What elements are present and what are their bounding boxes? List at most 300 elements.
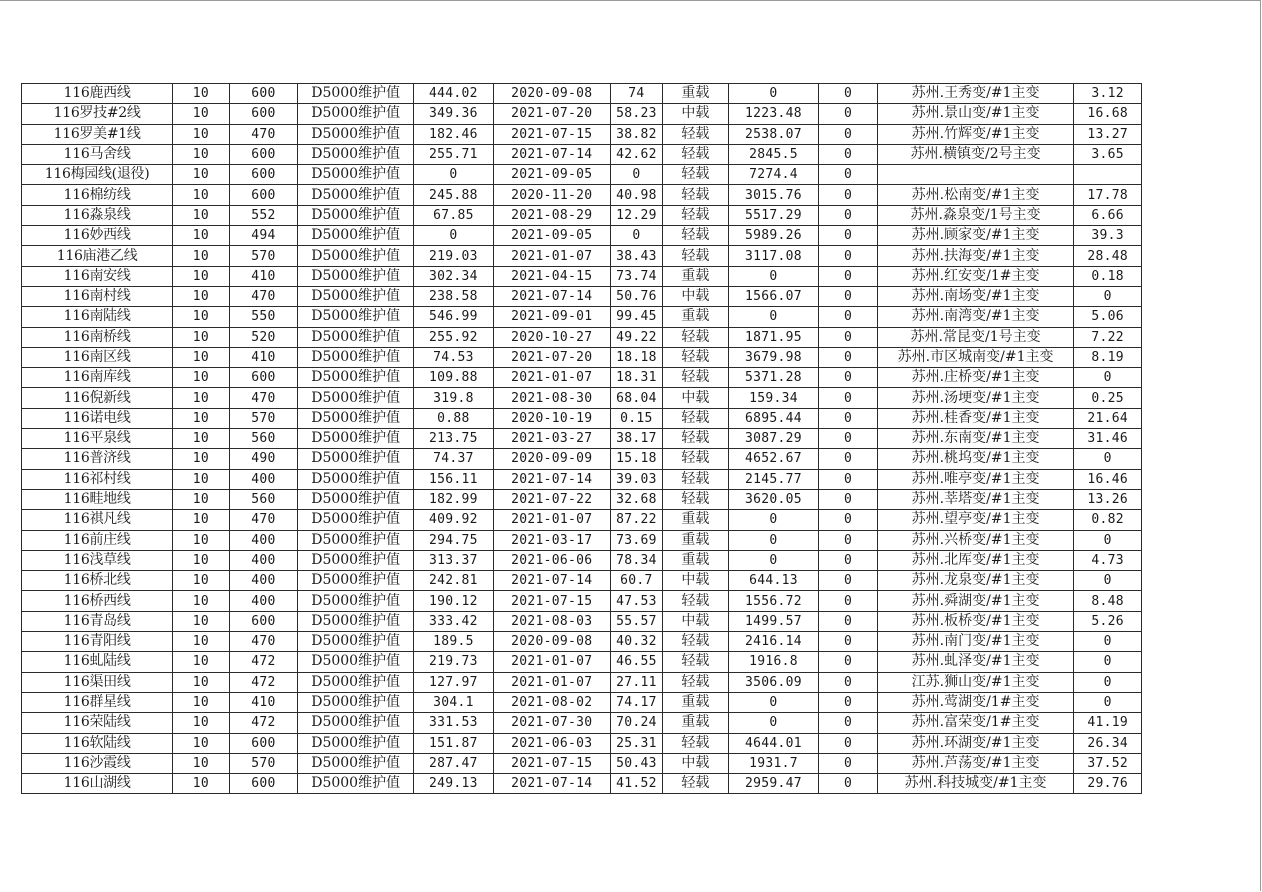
substation-cell: 苏州.北厍变/#1主变 [877,550,1074,570]
voltage-cell: 10 [173,571,229,591]
table-row [22,611,1142,631]
margin-cell: 644.13 [728,571,819,591]
margin-cell: 2416.14 [728,632,819,652]
current-value-cell: 242.81 [414,571,494,591]
margin-cell: 5517.29 [728,205,819,225]
source-cell: D5000维护值 [298,489,414,509]
line-name-cell: 116梅园线(退役) [22,165,173,185]
load-status-cell: 重载 [663,307,729,327]
load-status-cell: 轻载 [663,429,729,449]
ratio-cell: 4.73 [1074,550,1142,570]
ratio-cell: 13.26 [1074,489,1142,509]
line-name-cell: 116淼泉线 [22,205,173,225]
source-cell: D5000维护值 [298,266,414,286]
margin-cell: 0 [728,692,819,712]
substation-cell: 苏州.舜湖变/#1主变 [877,591,1074,611]
source-cell: D5000维护值 [298,226,414,246]
rated-current-cell: 400 [229,591,298,611]
table-row [22,307,1142,327]
load-rate-cell: 74.17 [610,692,662,712]
load-rate-cell: 68.04 [610,388,662,408]
table-row [22,104,1142,124]
date-cell: 2021-01-07 [493,368,610,388]
load-status-cell: 轻载 [663,733,729,753]
source-cell: D5000维护值 [298,591,414,611]
ratio-cell: 0.82 [1074,510,1142,530]
substation-cell: 苏州.虬泽变/#1主变 [877,652,1074,672]
load-rate-cell: 40.98 [610,185,662,205]
rated-current-cell: 494 [229,226,298,246]
rated-current-cell: 400 [229,469,298,489]
zero-cell: 0 [819,104,877,124]
current-value-cell: 287.47 [414,753,494,773]
source-cell: D5000维护值 [298,753,414,773]
date-cell: 2021-07-20 [493,347,610,367]
table-row [22,449,1142,469]
margin-cell: 4652.67 [728,449,819,469]
substation-cell: 苏州.望亭变/#1主变 [877,510,1074,530]
line-name-cell: 116畦地线 [22,489,173,509]
data-table [21,83,1142,794]
load-rate-cell: 12.29 [610,205,662,225]
table-row [22,489,1142,509]
current-value-cell: 349.36 [414,104,494,124]
voltage-cell: 10 [173,124,229,144]
table-row [22,388,1142,408]
date-cell: 2021-09-05 [493,165,610,185]
voltage-cell: 10 [173,774,229,794]
line-name-cell: 116普济线 [22,449,173,469]
ratio-cell: 17.78 [1074,185,1142,205]
current-value-cell: 0 [414,226,494,246]
table-row [22,368,1142,388]
load-rate-cell: 39.03 [610,469,662,489]
ratio-cell: 0 [1074,632,1142,652]
date-cell: 2021-07-14 [493,571,610,591]
zero-cell: 0 [819,489,877,509]
zero-cell: 0 [819,652,877,672]
load-status-cell: 中载 [663,571,729,591]
table-row [22,266,1142,286]
load-status-cell: 轻载 [663,672,729,692]
margin-cell: 0 [728,530,819,550]
load-status-cell: 中载 [663,753,729,773]
line-name-cell: 116鹿西线 [22,84,173,104]
line-name-cell: 116祁村线 [22,469,173,489]
voltage-cell: 10 [173,692,229,712]
substation-cell: 苏州.庄桥变/#1主变 [877,368,1074,388]
voltage-cell: 10 [173,307,229,327]
load-rate-cell: 50.76 [610,286,662,306]
source-cell: D5000维护值 [298,611,414,631]
margin-cell: 0 [728,84,819,104]
current-value-cell: 333.42 [414,611,494,631]
zero-cell: 0 [819,185,877,205]
date-cell: 2021-07-20 [493,104,610,124]
ratio-cell: 21.64 [1074,408,1142,428]
substation-cell: 苏州.富荣变/1#主变 [877,713,1074,733]
source-cell: D5000维护值 [298,327,414,347]
zero-cell: 0 [819,774,877,794]
load-status-cell: 轻载 [663,327,729,347]
zero-cell: 0 [819,632,877,652]
current-value-cell: 255.71 [414,144,494,164]
line-name-cell: 116南陆线 [22,307,173,327]
zero-cell: 0 [819,469,877,489]
zero-cell: 0 [819,571,877,591]
date-cell: 2021-09-05 [493,226,610,246]
table-row [22,652,1142,672]
voltage-cell: 10 [173,632,229,652]
substation-cell: 苏州.南湾变/#1主变 [877,307,1074,327]
rated-current-cell: 600 [229,733,298,753]
date-cell: 2021-07-15 [493,124,610,144]
table-row [22,327,1142,347]
source-cell: D5000维护值 [298,124,414,144]
current-value-cell: 331.53 [414,713,494,733]
substation-cell: 苏州.顾家变/#1主变 [877,226,1074,246]
load-rate-cell: 42.62 [610,144,662,164]
zero-cell: 0 [819,550,877,570]
line-name-cell: 116虬陆线 [22,652,173,672]
margin-cell: 2538.07 [728,124,819,144]
load-rate-cell: 99.45 [610,307,662,327]
date-cell: 2021-07-15 [493,753,610,773]
voltage-cell: 10 [173,388,229,408]
zero-cell: 0 [819,266,877,286]
table-row [22,753,1142,773]
line-name-cell: 116南区线 [22,347,173,367]
margin-cell: 2145.77 [728,469,819,489]
load-rate-cell: 70.24 [610,713,662,733]
substation-cell: 苏州.桃坞变/#1主变 [877,449,1074,469]
line-name-cell: 116祺凡线 [22,510,173,530]
substation-cell: 苏州.南门变/#1主变 [877,632,1074,652]
current-value-cell: 444.02 [414,84,494,104]
line-name-cell: 116诺电线 [22,408,173,428]
date-cell: 2021-07-14 [493,286,610,306]
margin-cell: 0 [728,713,819,733]
voltage-cell: 10 [173,266,229,286]
ratio-cell: 16.46 [1074,469,1142,489]
margin-cell: 4644.01 [728,733,819,753]
current-value-cell: 109.88 [414,368,494,388]
rated-current-cell: 600 [229,104,298,124]
source-cell: D5000维护值 [298,449,414,469]
voltage-cell: 10 [173,429,229,449]
line-name-cell: 116南桥线 [22,327,173,347]
ratio-cell: 39.3 [1074,226,1142,246]
load-rate-cell: 27.11 [610,672,662,692]
substation-cell: 苏州.红安变/1#主变 [877,266,1074,286]
zero-cell: 0 [819,347,877,367]
rated-current-cell: 400 [229,571,298,591]
table-row [22,469,1142,489]
date-cell: 2021-04-15 [493,266,610,286]
line-name-cell: 116青岛线 [22,611,173,631]
source-cell: D5000维护值 [298,368,414,388]
table-row [22,672,1142,692]
margin-cell: 3506.09 [728,672,819,692]
substation-cell: 苏州.唯亭变/#1主变 [877,469,1074,489]
date-cell: 2021-07-14 [493,774,610,794]
table-row [22,286,1142,306]
substation-cell: 苏州.东南变/#1主变 [877,429,1074,449]
rated-current-cell: 600 [229,774,298,794]
source-cell: D5000维护值 [298,530,414,550]
load-rate-cell: 32.68 [610,489,662,509]
voltage-cell: 10 [173,165,229,185]
load-status-cell: 中载 [663,104,729,124]
rated-current-cell: 520 [229,327,298,347]
load-status-cell: 轻载 [663,591,729,611]
ratio-cell: 13.27 [1074,124,1142,144]
date-cell: 2021-07-14 [493,469,610,489]
line-name-cell: 116妙西线 [22,226,173,246]
table-row [22,429,1142,449]
substation-cell: 苏州.芦荡变/#1主变 [877,753,1074,773]
ratio-cell: 0 [1074,571,1142,591]
source-cell: D5000维护值 [298,692,414,712]
date-cell: 2021-09-01 [493,307,610,327]
line-name-cell: 116平泉线 [22,429,173,449]
rated-current-cell: 470 [229,510,298,530]
source-cell: D5000维护值 [298,733,414,753]
substation-cell: 苏州.龙泉变/#1主变 [877,571,1074,591]
line-name-cell: 116倪新线 [22,388,173,408]
load-rate-cell: 25.31 [610,733,662,753]
margin-cell: 6895.44 [728,408,819,428]
load-status-cell: 重载 [663,550,729,570]
ratio-cell: 0 [1074,672,1142,692]
ratio-cell: 6.66 [1074,205,1142,225]
voltage-cell: 10 [173,489,229,509]
ratio-cell: 7.22 [1074,327,1142,347]
current-value-cell: 0 [414,165,494,185]
load-rate-cell: 38.43 [610,246,662,266]
zero-cell: 0 [819,611,877,631]
current-value-cell: 304.1 [414,692,494,712]
voltage-cell: 10 [173,652,229,672]
source-cell: D5000维护值 [298,429,414,449]
voltage-cell: 10 [173,408,229,428]
source-cell: D5000维护值 [298,246,414,266]
zero-cell: 0 [819,124,877,144]
current-value-cell: 294.75 [414,530,494,550]
margin-cell: 0 [728,307,819,327]
date-cell: 2020-10-19 [493,408,610,428]
source-cell: D5000维护值 [298,104,414,124]
date-cell: 2021-06-06 [493,550,610,570]
load-rate-cell: 0 [610,226,662,246]
load-status-cell: 轻载 [663,408,729,428]
zero-cell: 0 [819,286,877,306]
table-row [22,144,1142,164]
ratio-cell: 31.46 [1074,429,1142,449]
voltage-cell: 10 [173,469,229,489]
voltage-cell: 10 [173,733,229,753]
current-value-cell: 182.99 [414,489,494,509]
source-cell: D5000维护值 [298,165,414,185]
substation-cell: 苏州.环湖变/#1主变 [877,733,1074,753]
line-name-cell: 116山湖线 [22,774,173,794]
zero-cell: 0 [819,530,877,550]
line-name-cell: 116马舍线 [22,144,173,164]
line-name-cell: 116沙霞线 [22,753,173,773]
line-name-cell: 116青阳线 [22,632,173,652]
load-status-cell: 重载 [663,266,729,286]
ratio-cell: 0 [1074,530,1142,550]
load-rate-cell: 38.82 [610,124,662,144]
voltage-cell: 10 [173,205,229,225]
date-cell: 2020-11-20 [493,185,610,205]
current-value-cell: 238.58 [414,286,494,306]
ratio-cell: 0.18 [1074,266,1142,286]
load-status-cell: 轻载 [663,368,729,388]
voltage-cell: 10 [173,286,229,306]
substation-cell [877,165,1074,185]
table-row [22,185,1142,205]
current-value-cell: 189.5 [414,632,494,652]
load-status-cell: 轻载 [663,489,729,509]
margin-cell: 3679.98 [728,347,819,367]
ratio-cell: 0 [1074,286,1142,306]
substation-cell: 苏州.淼泉变/1号主变 [877,205,1074,225]
source-cell: D5000维护值 [298,510,414,530]
line-name-cell: 116桥西线 [22,591,173,611]
date-cell: 2021-01-07 [493,246,610,266]
table-row [22,774,1142,794]
date-cell: 2021-07-15 [493,591,610,611]
date-cell: 2021-01-07 [493,672,610,692]
rated-current-cell: 472 [229,672,298,692]
table-row [22,591,1142,611]
current-value-cell: 182.46 [414,124,494,144]
rated-current-cell: 410 [229,347,298,367]
current-value-cell: 546.99 [414,307,494,327]
source-cell: D5000维护值 [298,307,414,327]
line-name-cell: 116庙港乙线 [22,246,173,266]
table-row [22,408,1142,428]
table-row [22,246,1142,266]
load-rate-cell: 60.7 [610,571,662,591]
source-cell: D5000维护值 [298,672,414,692]
rated-current-cell: 570 [229,408,298,428]
load-status-cell: 轻载 [663,774,729,794]
rated-current-cell: 470 [229,388,298,408]
margin-cell: 1871.95 [728,327,819,347]
substation-cell: 苏州.桂香变/#1主变 [877,408,1074,428]
margin-cell: 2959.47 [728,774,819,794]
current-value-cell: 151.87 [414,733,494,753]
zero-cell: 0 [819,733,877,753]
table-row [22,124,1142,144]
load-status-cell: 轻载 [663,185,729,205]
rated-current-cell: 570 [229,246,298,266]
margin-cell: 1556.72 [728,591,819,611]
date-cell: 2021-01-07 [493,510,610,530]
load-rate-cell: 73.69 [610,530,662,550]
voltage-cell: 10 [173,144,229,164]
current-value-cell: 213.75 [414,429,494,449]
ratio-cell: 37.52 [1074,753,1142,773]
rated-current-cell: 560 [229,429,298,449]
date-cell: 2021-07-30 [493,713,610,733]
load-rate-cell: 38.17 [610,429,662,449]
load-rate-cell: 15.18 [610,449,662,469]
zero-cell: 0 [819,84,877,104]
rated-current-cell: 472 [229,713,298,733]
ratio-cell: 41.19 [1074,713,1142,733]
margin-cell: 1223.48 [728,104,819,124]
substation-cell: 苏州.松南变/#1主变 [877,185,1074,205]
current-value-cell: 302.34 [414,266,494,286]
margin-cell: 5989.26 [728,226,819,246]
substation-cell: 苏州.扶海变/#1主变 [877,246,1074,266]
line-name-cell: 116桥北线 [22,571,173,591]
ratio-cell: 16.68 [1074,104,1142,124]
source-cell: D5000维护值 [298,652,414,672]
load-status-cell: 轻载 [663,124,729,144]
load-status-cell: 重载 [663,84,729,104]
source-cell: D5000维护值 [298,144,414,164]
table-row [22,510,1142,530]
load-status-cell: 轻载 [663,165,729,185]
date-cell: 2021-08-03 [493,611,610,631]
table-row [22,571,1142,591]
voltage-cell: 10 [173,611,229,631]
current-value-cell: 249.13 [414,774,494,794]
line-name-cell: 116群星线 [22,692,173,712]
zero-cell: 0 [819,692,877,712]
source-cell: D5000维护值 [298,774,414,794]
margin-cell: 3620.05 [728,489,819,509]
margin-cell: 0 [728,266,819,286]
table-row [22,550,1142,570]
ratio-cell: 26.34 [1074,733,1142,753]
load-status-cell: 重载 [663,692,729,712]
zero-cell: 0 [819,327,877,347]
margin-cell: 5371.28 [728,368,819,388]
line-name-cell: 116罗美#1线 [22,124,173,144]
margin-cell: 1499.57 [728,611,819,631]
date-cell: 2021-03-27 [493,429,610,449]
rated-current-cell: 470 [229,124,298,144]
zero-cell: 0 [819,165,877,185]
voltage-cell: 10 [173,530,229,550]
rated-current-cell: 490 [229,449,298,469]
load-rate-cell: 73.74 [610,266,662,286]
load-rate-cell: 78.34 [610,550,662,570]
source-cell: D5000维护值 [298,347,414,367]
margin-cell: 1931.7 [728,753,819,773]
current-value-cell: 245.88 [414,185,494,205]
voltage-cell: 10 [173,226,229,246]
load-rate-cell: 0 [610,165,662,185]
rated-current-cell: 560 [229,489,298,509]
source-cell: D5000维护值 [298,185,414,205]
current-value-cell: 156.11 [414,469,494,489]
rated-current-cell: 410 [229,266,298,286]
current-value-cell: 255.92 [414,327,494,347]
zero-cell: 0 [819,713,877,733]
zero-cell: 0 [819,591,877,611]
zero-cell: 0 [819,388,877,408]
date-cell: 2020-10-27 [493,327,610,347]
table-body [22,84,1142,794]
ratio-cell: 5.26 [1074,611,1142,631]
zero-cell: 0 [819,226,877,246]
